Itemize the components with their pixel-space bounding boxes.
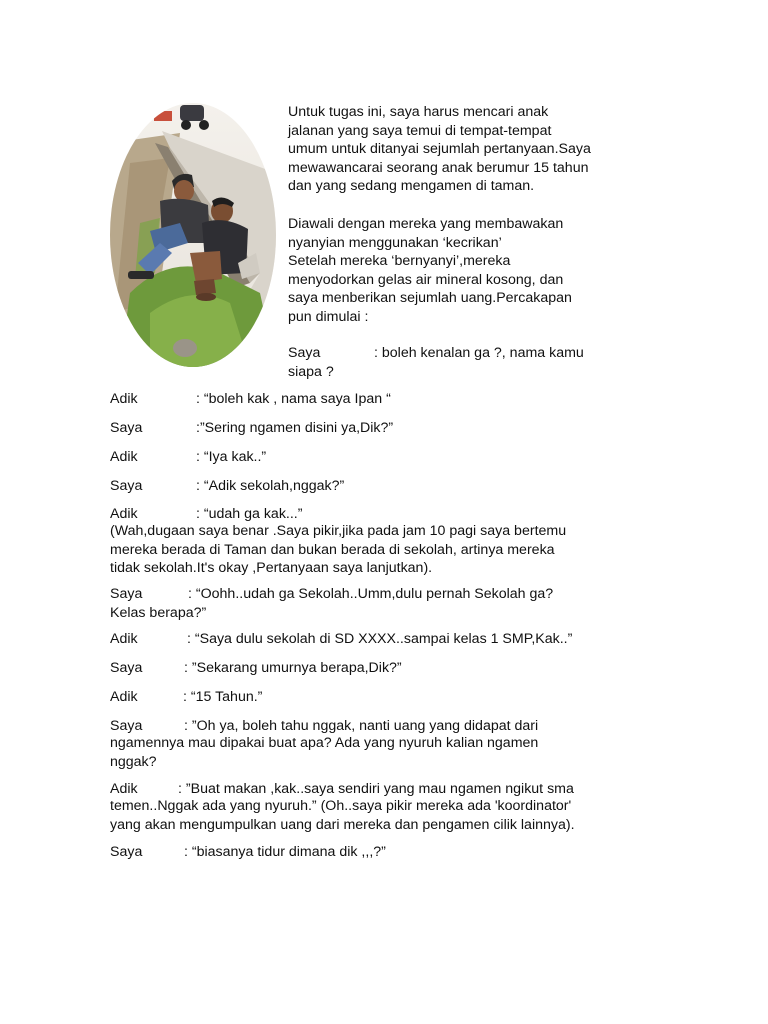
speaker-label: Adik — [110, 631, 138, 647]
dialogue-text: : “Saya dulu sekolah di SD XXXX..sampai kelas 1 SMP,Kak..” — [187, 631, 573, 647]
dialogue-line — [110, 717, 538, 772]
speaker-label: Adik — [110, 689, 138, 705]
dialogue-line — [110, 780, 575, 835]
dialogue-text: :”Sering ngamen disini ya,Dik?” — [196, 420, 394, 436]
dialogue-continuation: temen..Nggak ada yang nyuruh.” (Oh..saya pikir mereka ada 'koordinator' — [110, 798, 572, 815]
dialogue-line — [110, 505, 566, 578]
dialogue-continuation: siapa ? — [288, 363, 334, 380]
speaker-label: Saya — [110, 660, 143, 676]
dialogue-continuation: Kelas berapa?” — [110, 604, 207, 621]
dialogue-continuation: tidak sekolah.It's okay ,Pertanyaan saya lanjutkan). — [110, 560, 433, 577]
intro-paragraph-1: Untuk tugas ini, saya harus mencari anak jalanan yang saya temui di tempat-tempat umum untuk ditanyai sejumlah pertanyaan.Saya mewawancarai seorang anak berumur 15 tahun dan yang sedang mengamen di taman. — [288, 104, 591, 195]
speaker-label: Saya — [110, 420, 143, 436]
dialogue-text: : boleh kenalan ga ?, nama kamu — [374, 345, 584, 361]
dialogue-text: : “udah ga kak...” — [196, 506, 303, 522]
speaker-label: Adik — [110, 506, 138, 522]
speaker-label: Saya — [110, 718, 143, 734]
speaker-label: Adik — [110, 449, 138, 465]
speaker-label: Saya — [110, 478, 143, 494]
dialogue-text: : ”Sekarang umurnya berapa,Dik?” — [184, 660, 402, 676]
dialogue-text: : “biasanya tidur dimana dik ,,,?” — [184, 844, 386, 860]
dialogue-text: : “Adik sekolah,nggak?” — [196, 478, 345, 494]
dialogue-continuation: mereka berada di Taman dan bukan berada di sekolah, artinya mereka — [110, 541, 555, 558]
dialogue-continuation: ngamennya mau dipakai buat apa? Ada yang nyuruh kalian ngamen — [110, 735, 539, 752]
speaker-label: Saya — [288, 345, 321, 361]
dialogue-text: : “Oohh..udah ga Sekolah..Umm,dulu pernah Sekolah ga? — [188, 586, 554, 602]
dialogue-text: : “15 Tahun.” — [183, 689, 263, 705]
dialogue-line — [288, 344, 618, 381]
dialogue-continuation: (Wah,dugaan saya benar .Saya pikir,jika pada jam 10 pagi saya bertemu — [110, 523, 567, 539]
speaker-label: Saya — [110, 586, 143, 602]
dialogue-text: : ”Oh ya, boleh tahu nggak, nanti uang yang didapat dari — [184, 718, 539, 734]
dialogue-text: : “boleh kak , nama saya Ipan “ — [196, 391, 391, 407]
photo-street-children — [110, 103, 276, 367]
dialogue-continuation: yang akan mengumpulkan uang dari mereka dan pengamen cilik lainnya). — [110, 816, 575, 833]
speaker-label: Saya — [110, 844, 143, 860]
dialogue-text: : “Iya kak..” — [196, 449, 267, 465]
intro-paragraph-2: Diawali dengan mereka yang membawakan nyanyian menggunakan ‘kecrikan’ Setelah mereka ‘bernyanyi’,mereka menyodorkan gelas air mineral kosong, dan saya menberikan sejumlah uang.Percakapan pun dimulai : — [288, 216, 572, 325]
dialogue-text: : ”Buat makan ,kak..saya sendiri yang mau ngamen ngikut sma — [178, 781, 574, 797]
dialogue-continuation: nggak? — [110, 753, 157, 770]
speaker-label: Adik — [110, 781, 138, 797]
dialogue-line — [110, 585, 554, 622]
speaker-label: Adik — [110, 391, 138, 407]
